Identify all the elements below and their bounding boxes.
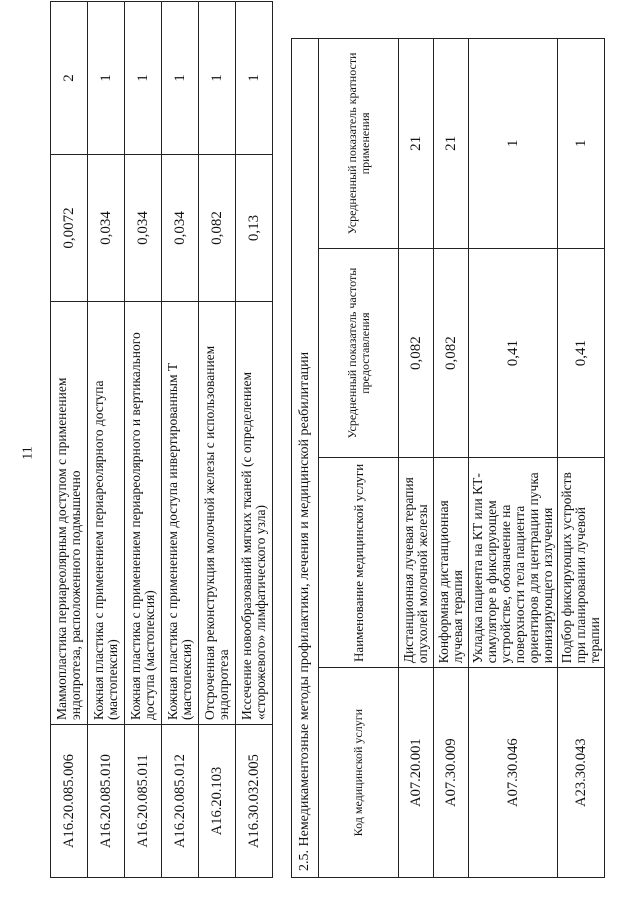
service-code: A16.30.032.005 (236, 725, 273, 878)
table-row (162, 2, 199, 878)
table-row (51, 2, 88, 878)
header-frequency: Усредненный показатель частоты предоставления (319, 248, 399, 458)
service-name: Кожная пластика с применением доступа инвертированным Т (мастопексия) (162, 302, 199, 725)
service-code: A07.30.009 (434, 668, 469, 878)
header-multiplicity: Усредненный показатель кратности применения (319, 39, 399, 249)
multiplicity-value: 21 (399, 39, 434, 249)
service-code: A16.20.085.006 (51, 725, 88, 878)
multiplicity-value: 1 (88, 2, 125, 155)
service-name: Маммопластика периареолярным доступом с применением эндопротеза, расположенного подмышечно (51, 302, 88, 725)
table-row (558, 39, 605, 878)
multiplicity-value: 1 (469, 39, 558, 249)
table-row (199, 2, 236, 878)
multiplicity-value: 21 (434, 39, 469, 249)
service-name: Иссечение новообразований мягких тканей (с определением «сторожевого» лимфатического узла) (236, 302, 273, 725)
table-row (399, 39, 434, 878)
header-code: Код медицинской услуги (319, 668, 399, 878)
frequency-value: 0,034 (162, 155, 199, 302)
section-title-row (292, 39, 319, 878)
service-code: A16.20.085.011 (125, 725, 162, 878)
multiplicity-value: 1 (199, 2, 236, 155)
services-table-continued (50, 1, 273, 878)
table-row (125, 2, 162, 878)
rotated-content (50, 38, 605, 878)
service-name: Конформная дистанционная лучевая терапия (434, 458, 469, 668)
service-name: Укладка пациента на КТ или КТ-симуляторе в фиксирующем устройстве, обозначение на поверхности тела пациента ориентиров для центрации пучка ионизирующего излучения (469, 458, 558, 668)
service-code: A16.20.085.010 (88, 725, 125, 878)
service-name: Кожная пластика с применением периареолярного доступа (мастопексия) (88, 302, 125, 725)
page-number: 11 (20, 446, 36, 460)
section-title: 2.5. Немедикаментозные методы профилактики, лечения и медицинской реабилитации (292, 39, 319, 878)
service-code: A16.20.085.012 (162, 725, 199, 878)
service-name: Дистанционная лучевая терапия опухолей молочной железы (399, 458, 434, 668)
table-row (434, 39, 469, 878)
frequency-value: 0,0072 (51, 155, 88, 302)
multiplicity-value: 1 (558, 39, 605, 249)
frequency-value: 0,41 (469, 248, 558, 458)
service-code: A16.20.103 (199, 725, 236, 878)
service-name: Кожная пластика с применением периареолярного и вертикального доступа (мастопексия) (125, 302, 162, 725)
multiplicity-value: 2 (51, 2, 88, 155)
frequency-value: 0,082 (199, 155, 236, 302)
service-code: A07.20.001 (399, 668, 434, 878)
header-name: Наименование медицинской услуги (319, 458, 399, 668)
service-name: Отсроченная реконструкция молочной железы с использованием эндопротеза (199, 302, 236, 725)
table-row (469, 39, 558, 878)
frequency-value: 0,082 (434, 248, 469, 458)
service-name: Подбор фиксирующих устройств при планировании лучевой терапии (558, 458, 605, 668)
frequency-value: 0,034 (125, 155, 162, 302)
multiplicity-value: 1 (162, 2, 199, 155)
frequency-value: 0,082 (399, 248, 434, 458)
service-code: A23.30.043 (558, 668, 605, 878)
frequency-value: 0,13 (236, 155, 273, 302)
service-code: A07.30.046 (469, 668, 558, 878)
frequency-value: 0,034 (88, 155, 125, 302)
multiplicity-value: 1 (125, 2, 162, 155)
table-header-row (319, 39, 399, 878)
multiplicity-value: 1 (236, 2, 273, 155)
frequency-value: 0,41 (558, 248, 605, 458)
table-row (88, 2, 125, 878)
table-row (236, 2, 273, 878)
non-drug-methods-table (291, 38, 605, 878)
